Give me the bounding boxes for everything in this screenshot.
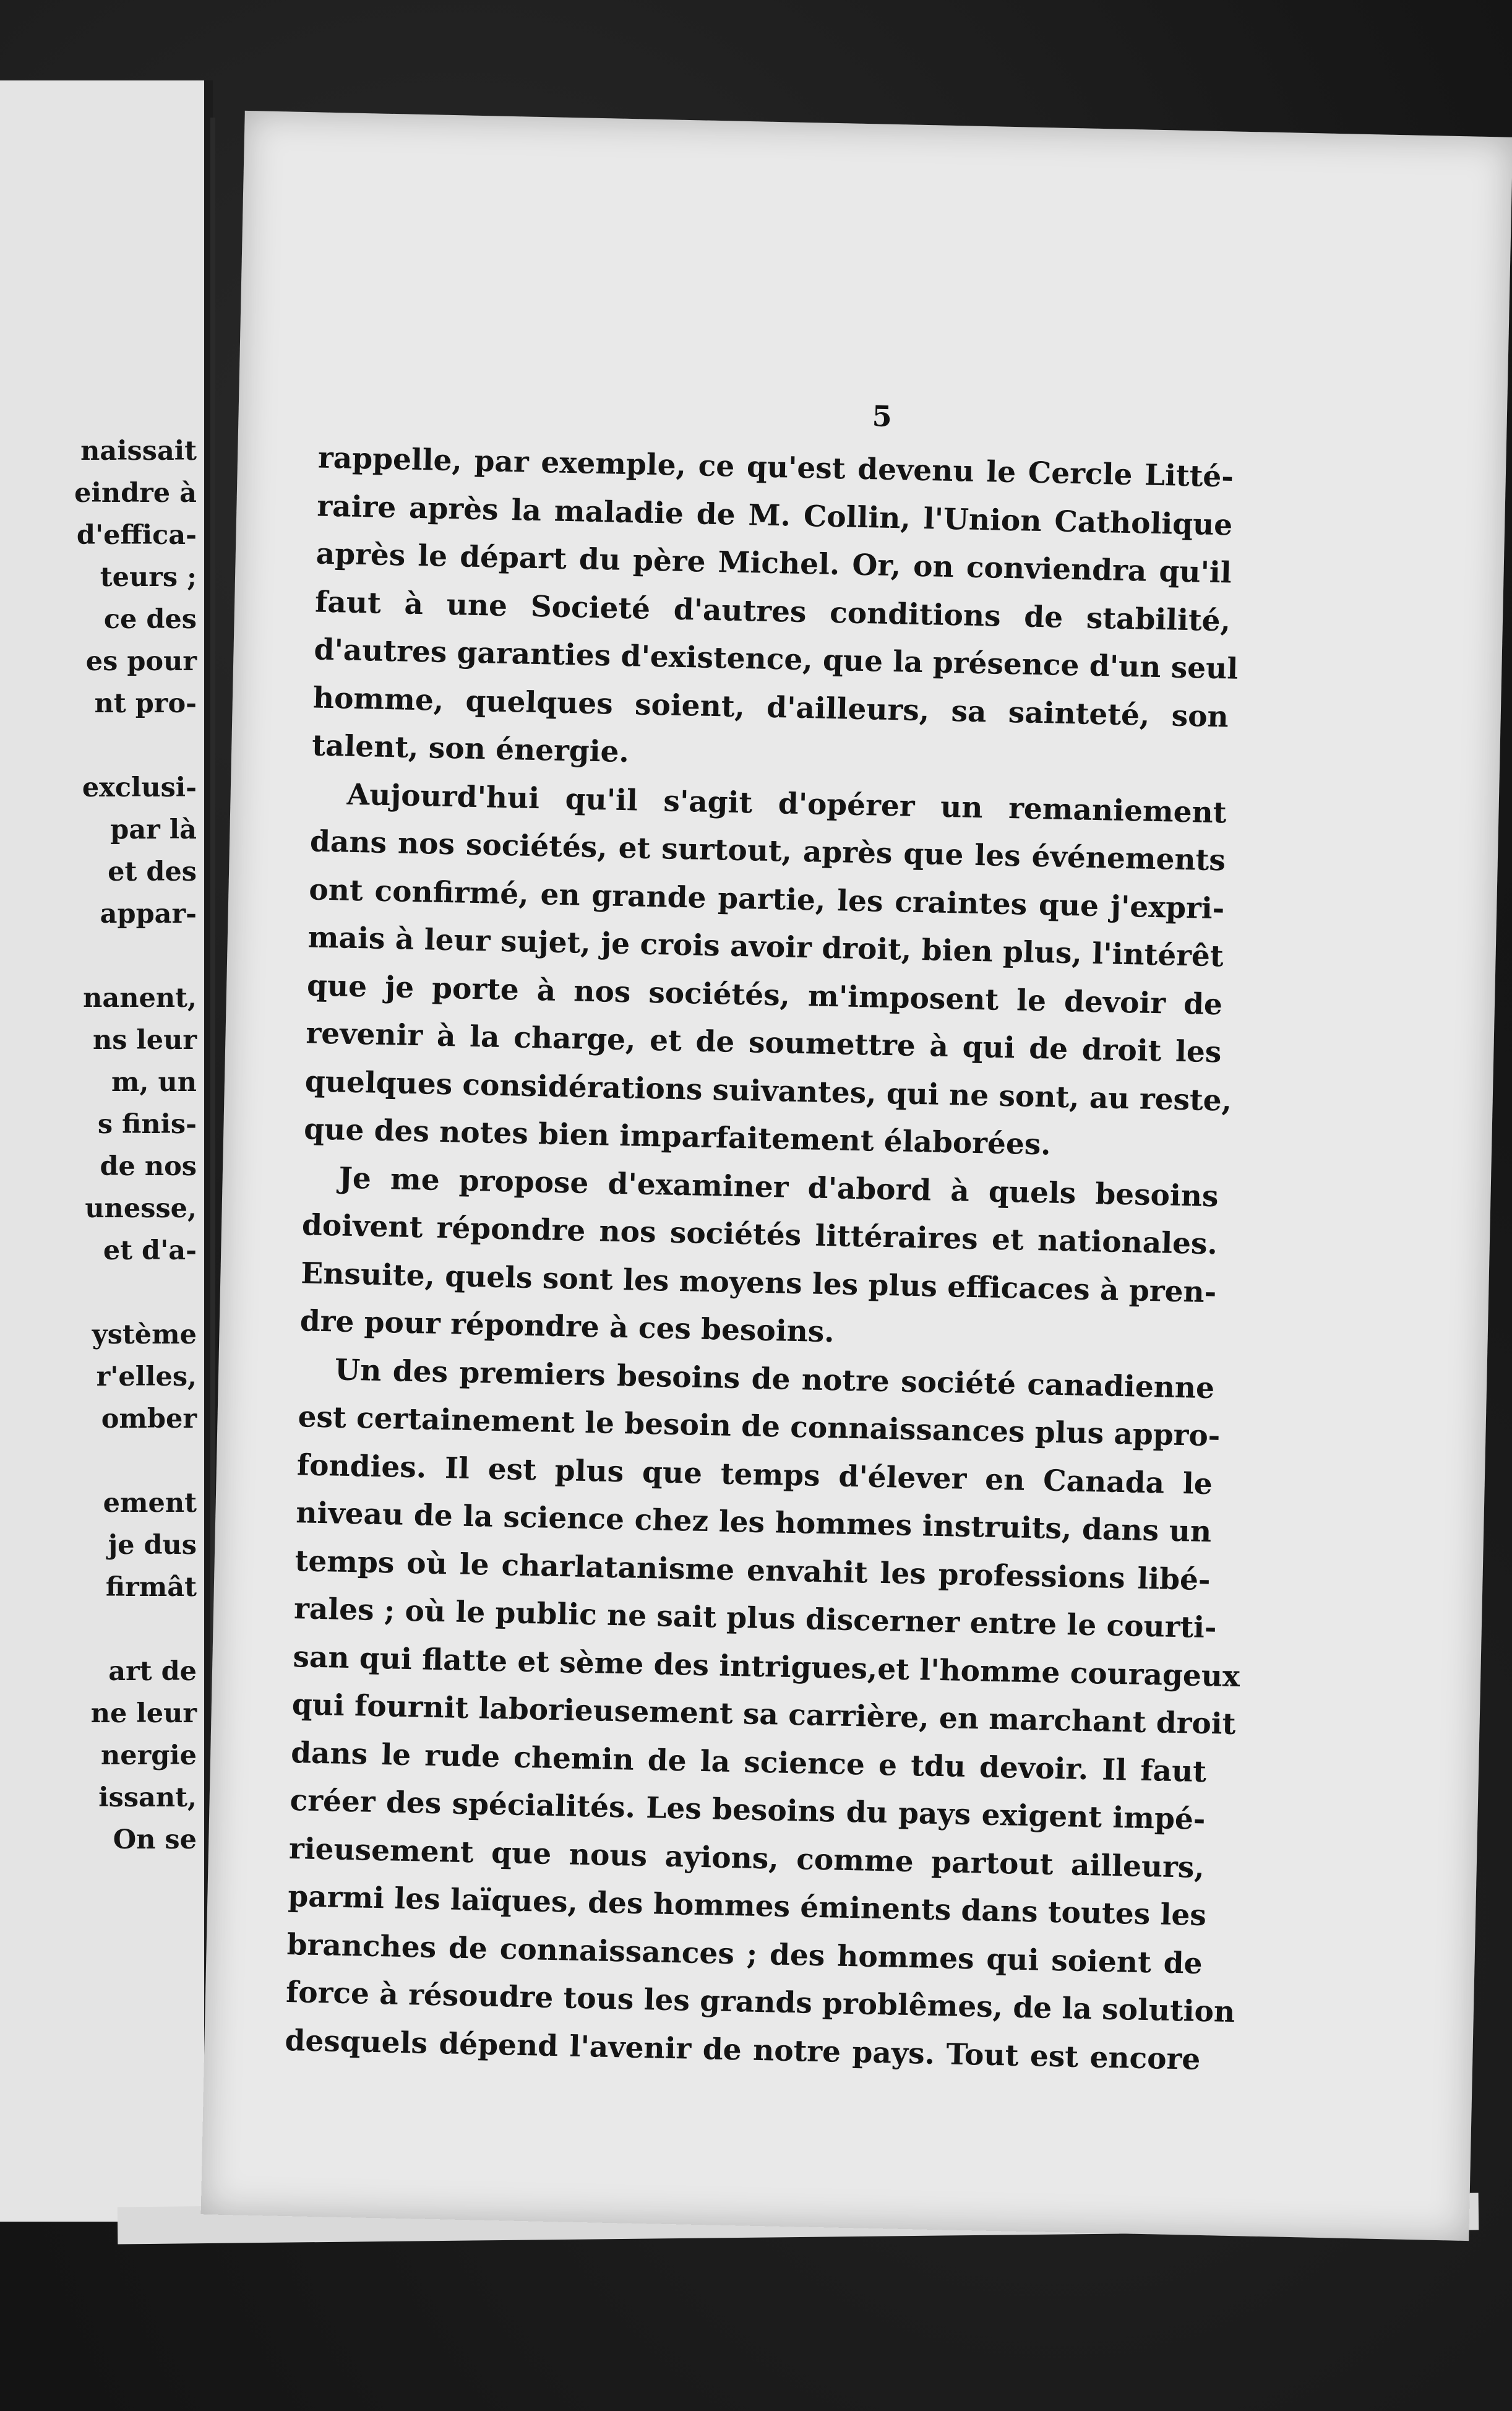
left-fragment-line: naissait	[80, 436, 197, 467]
facing-page-fragment	[0, 80, 213, 2222]
text-line: créer des spécialités. Les besoins du pays exigent impé-	[290, 1783, 1206, 1837]
left-fragment-line: d'effica-	[76, 520, 197, 551]
text-line: desquels dépend l'avenir de notre pays. Tout est encore	[284, 2023, 1201, 2077]
text-line: Ensuite, quels sont les moyens les plus efficaces à pren-	[300, 1256, 1217, 1309]
left-paragraph-gap	[0, 935, 197, 977]
text-line: dans nos sociétés, et surtout, après que les événements	[309, 824, 1226, 878]
left-fragment-line: ement	[103, 1488, 197, 1519]
left-fragment-line: omber	[101, 1404, 197, 1434]
text-line: ont confirmé, en grande partie, les craintes que j'expri-	[308, 872, 1225, 926]
left-paragraph-gap	[0, 725, 197, 767]
left-fragment-line: ce des	[103, 604, 197, 635]
text-line: Aujourd'hui qu'il s'agit d'opérer un remaniement	[346, 777, 1227, 830]
text-line: est certainement le besoin de connaissances plus appro-	[298, 1400, 1221, 1454]
left-paragraph-gap	[0, 1440, 197, 1482]
left-fragment-line: et des	[108, 856, 197, 887]
left-fragment-line: ns leur	[92, 1025, 197, 1056]
text-line: branches de connaissances ; des hommes qui soient de	[286, 1927, 1203, 1981]
left-fragment-line: ystème	[92, 1319, 197, 1350]
left-fragment-line: par là	[110, 814, 197, 845]
text-line: dre pour répondre à ces besoins.	[299, 1304, 835, 1350]
left-fragment-line: firmât	[105, 1572, 197, 1603]
text-line: faut à une Societé d'autres conditions de stabilité,	[314, 584, 1231, 638]
left-fragment-line: s finis-	[97, 1109, 197, 1140]
main-page	[201, 111, 1512, 2241]
text-line: talent, son énergie.	[311, 728, 630, 770]
left-fragment-line: On se	[113, 1824, 197, 1855]
text-line: dans le rude chemin de la science e tdu devoir. Il faut	[290, 1735, 1207, 1789]
left-paragraph-gap	[0, 1272, 197, 1314]
text-line: san qui flatte et sème des intrigues,et l'homme courageux	[292, 1639, 1240, 1694]
text-line: que des notes bien imparfaitement élaborées.	[303, 1112, 1052, 1162]
text-line: d'autres garanties d'existence, que la présence d'un seul	[314, 632, 1239, 686]
text-line: temps où le charlatanisme envahit les professions libé-	[294, 1543, 1211, 1597]
text-line: fondies. Il est plus que temps d'élever en Canada le	[296, 1447, 1213, 1501]
left-fragment-line: es pour	[85, 646, 197, 677]
text-line: rappelle, par exemple, ce qu'est devenu le Cercle Litté-	[317, 441, 1234, 494]
text-line: niveau de la science chez les hommes instruits, dans un	[295, 1496, 1212, 1550]
text-line: doivent répondre nos sociétés littéraires et nationales.	[301, 1208, 1218, 1262]
text-line: Un des premiers besoins de notre société canadienne	[334, 1352, 1215, 1405]
text-line: Je me propose d'examiner d'abord à quels besoins	[338, 1160, 1219, 1214]
left-fragment-line: ne leur	[90, 1698, 197, 1729]
left-fragment-line: de nos	[100, 1151, 197, 1182]
left-fragment-line: exclusi-	[82, 772, 197, 803]
left-fragment-line: appar-	[100, 899, 197, 929]
text-line: que je porte à nos sociétés, m'imposent le devoir de	[306, 968, 1223, 1022]
text-line: mais à leur sujet, je crois avoir droit, bien plus, l'intérêt	[307, 920, 1224, 974]
left-fragment-line: eindre à	[74, 478, 197, 509]
left-fragment-line: je dus	[108, 1530, 197, 1561]
text-line: rieusement que nous ayions, comme partout ailleurs,	[288, 1831, 1205, 1885]
facing-page-text	[0, 430, 197, 1861]
page-body-text	[284, 434, 1240, 2084]
text-line: qui fournit laborieusement sa carrière, en marchant droit	[291, 1688, 1236, 1742]
paragraph	[284, 1345, 1240, 2084]
left-fragment-line: issant,	[98, 1782, 197, 1813]
left-fragment-line: unesse,	[85, 1193, 197, 1224]
text-line: force à résoudre tous les grands problêmes, de la solution	[285, 1975, 1235, 2030]
paragraph	[303, 770, 1232, 1173]
text-line: homme, quelques soient, d'ailleurs, sa sainteté, son	[312, 680, 1229, 734]
text-line: revenir à la charge, et de soumettre à qui de droit les	[306, 1016, 1222, 1070]
left-fragment-line: nt pro-	[94, 688, 197, 719]
text-line: rales ; où le public ne sait plus discerner entre le courti-	[293, 1592, 1218, 1645]
text-line: après le départ du père Michel. Or, on conviendra qu'il	[316, 537, 1232, 590]
left-fragment-line: nanent,	[83, 983, 197, 1014]
page-number: 5	[872, 399, 893, 433]
text-line: raire après la maladie de M. Collin, l'Union Catholique	[316, 488, 1233, 542]
left-paragraph-gap	[0, 1608, 197, 1650]
paragraph	[311, 434, 1239, 789]
left-fragment-line: m, un	[111, 1067, 197, 1098]
left-fragment-line: nergie	[100, 1740, 197, 1771]
left-fragment-line: et d'a-	[103, 1235, 197, 1266]
text-line: quelques considérations suivantes, qui ne sont, au reste,	[304, 1064, 1232, 1118]
left-fragment-line: teurs ;	[100, 562, 197, 593]
text-line: parmi les laïques, des hommes éminents dans toutes les	[287, 1879, 1207, 1933]
left-fragment-line: r'elles,	[96, 1361, 197, 1392]
paragraph	[299, 1154, 1219, 1365]
left-fragment-line: art de	[108, 1656, 197, 1687]
